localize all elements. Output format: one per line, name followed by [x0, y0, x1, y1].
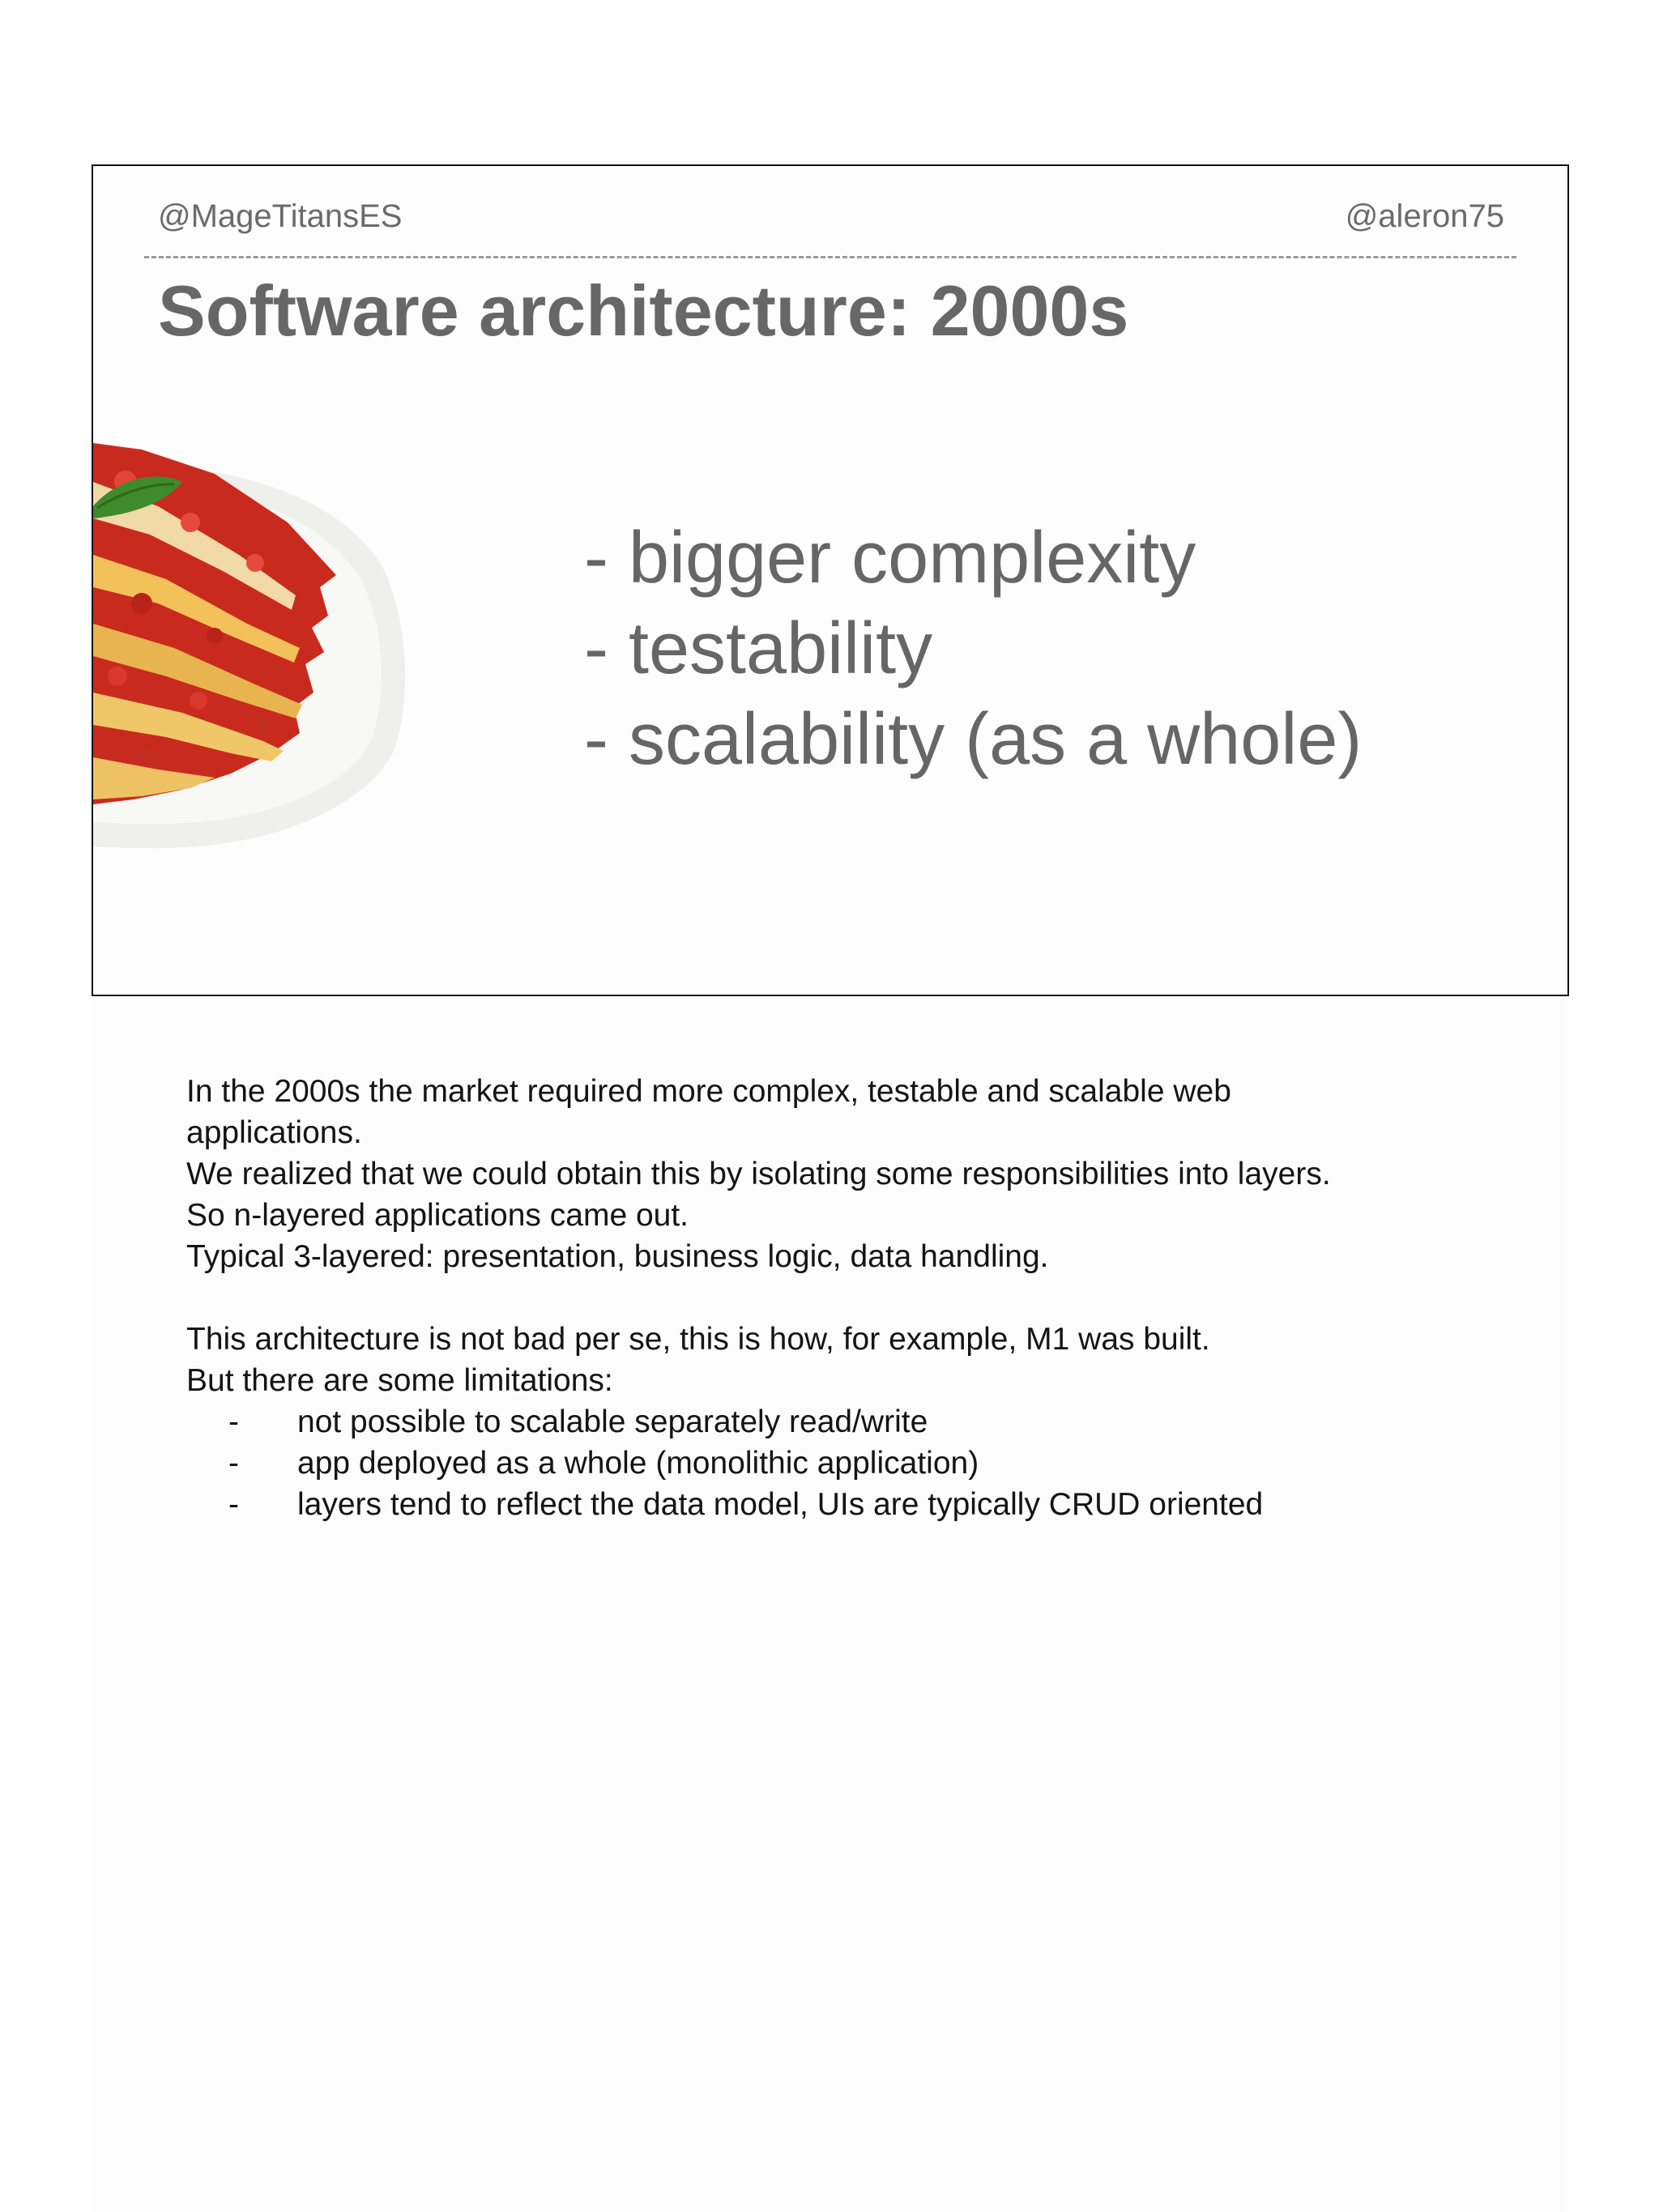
- notes-line: applications.: [186, 1115, 362, 1150]
- list-dash: -: [228, 1446, 239, 1481]
- slide-bullet: - scalability (as a whole): [584, 699, 1363, 780]
- slide-bullet: - bigger complexity: [584, 518, 1196, 599]
- slide-title: Software architecture: 2000s: [158, 271, 1129, 351]
- limitation-text: layers tend to reflect the data model, UIs are typically CRUD oriented: [297, 1487, 1264, 1522]
- slide-bullet-list: [584, 513, 1362, 785]
- dashed-divider: [144, 256, 1516, 258]
- notes-line: In the 2000s the market required more complex, testable and scalable web: [186, 1074, 1231, 1109]
- limitation-text: not possible to scalable separately read/write: [297, 1404, 928, 1439]
- notes-line: But there are some limitations:: [186, 1363, 613, 1398]
- lasagna-icon: [93, 433, 417, 855]
- limitation-item: [186, 1401, 1482, 1443]
- notes-line: We realized that we could obtain this by isolating some responsibilities into layers.: [186, 1157, 1331, 1191]
- limitations-list: [186, 1401, 1482, 1525]
- twitter-handle-right: @aleron75: [1345, 198, 1504, 234]
- speaker-notes: [186, 1071, 1482, 1525]
- twitter-handle-left: @MageTitansES: [158, 198, 403, 234]
- limitation-item: [186, 1484, 1482, 1525]
- list-dash: -: [228, 1404, 239, 1439]
- paragraph-gap: [186, 1277, 1482, 1319]
- notes-line: So n-layered applications came out.: [186, 1198, 689, 1233]
- notes-line: Typical 3-layered: presentation, business logic, data handling.: [186, 1239, 1049, 1274]
- notes-line: This architecture is not bad per se, this is how, for example, M1 was built.: [186, 1322, 1210, 1357]
- slide-bullet: - testability: [584, 608, 933, 689]
- limitation-item: [186, 1443, 1482, 1484]
- slide: [92, 164, 1569, 996]
- limitation-text: app deployed as a whole (monolithic application): [297, 1446, 979, 1481]
- list-dash: -: [228, 1487, 239, 1522]
